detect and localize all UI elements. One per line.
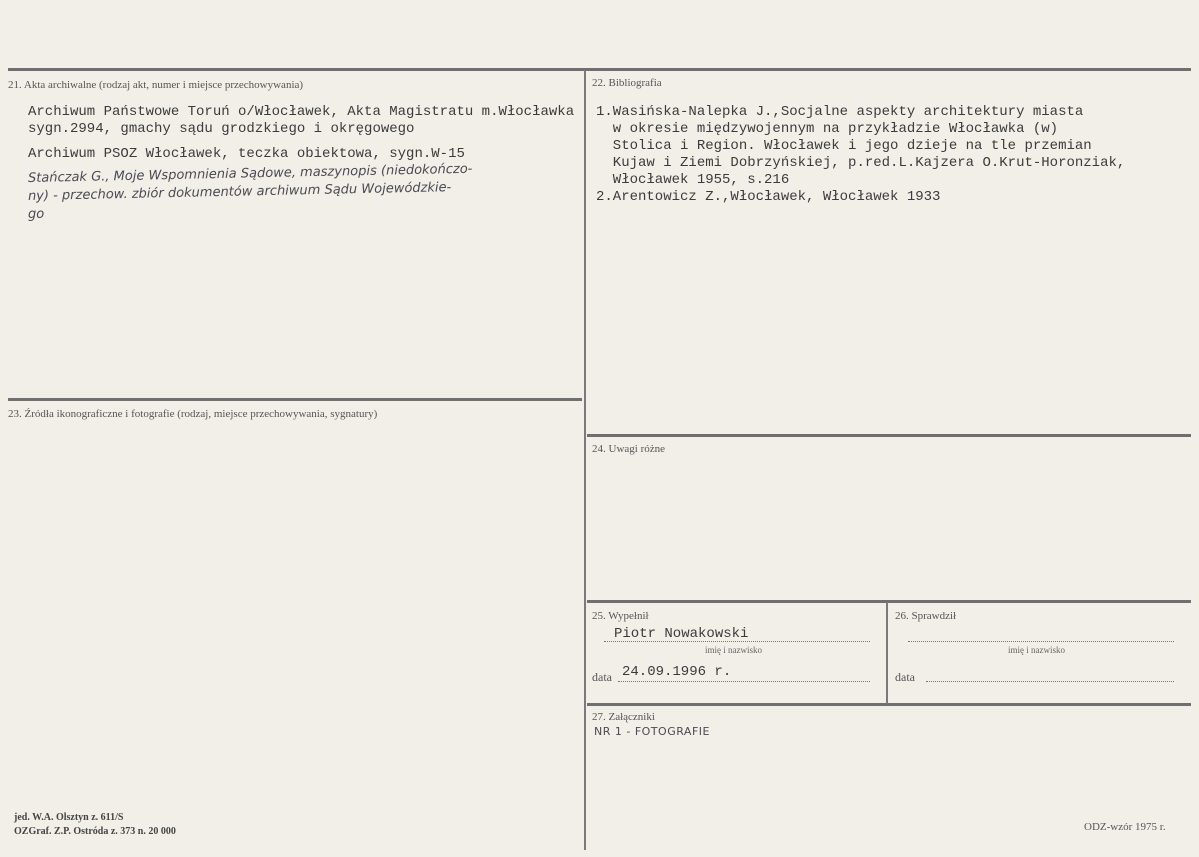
bibliography-line-1: 1.Wasińska-Nalepka J.,Socjalne aspekty architektury miasta (596, 104, 1084, 120)
checked-by-date-label: data (895, 670, 915, 684)
attachments-handwritten: NR 1 - FOTOGRAFIE (594, 725, 710, 738)
bibliography-line-6: 2.Arentowicz Z.,Włocławek, Włocławek 1933 (596, 189, 941, 205)
archive-line-1: Archiwum Państwowe Toruń o/Włocławek, Akta Magistratu m.Włocławka (28, 104, 575, 120)
section-25-label: 25. Wypełnił (592, 610, 649, 622)
print-line-2: OZGraf. Z.P. Ostróda z. 373 n. 20 000 (14, 826, 176, 837)
rule-25-27 (587, 703, 1191, 706)
section-26-label: 26. Sprawdził (895, 610, 957, 622)
section-24-label: 24. Uwagi różne (592, 443, 666, 455)
section-22-label: 22. Bibliografia (592, 77, 662, 89)
print-line-1: jed. W.A. Olsztyn z. 611/S (14, 812, 124, 823)
form-id: ODZ-wzór 1975 r. (1084, 821, 1166, 833)
bibliography-line-4: Kujaw i Ziemi Dobrzyńskiej, p.red.L.Kajzera O.Krut-Horonziak, (596, 155, 1126, 171)
bibliography-line-5: Włocławek 1955, s.216 (596, 172, 790, 188)
filled-by-name-caption: imię i nazwisko (705, 645, 762, 655)
center-divider (584, 70, 586, 850)
handwritten-line-3: go (28, 207, 45, 222)
archive-line-3: Archiwum PSOZ Włocławek, teczka obiektowa, sygn.W-15 (28, 146, 465, 162)
filled-by-date: 24.09.1996 r. (622, 664, 732, 680)
checked-by-name-line (908, 641, 1174, 642)
bibliography-line-2: w okresie międzywojennym na przykładzie Włocławka (w) (596, 121, 1059, 137)
top-rule (8, 68, 1191, 71)
filled-by-date-label: data (592, 670, 612, 684)
rule-22-24 (587, 434, 1191, 437)
divider-25-26 (886, 602, 888, 704)
handwritten-line-1: Stańczak G., Moje Wspomnienia Sądowe, maszynopis (niedokończo- (27, 161, 473, 186)
section-23-label: 23. Źródła ikonograficzne i fotografie (rodzaj, miejsce przechowywania, sygnatury) (8, 408, 378, 420)
section-21-label: 21. Akta archiwalne (rodzaj akt, numer i miejsce przechowywania) (8, 79, 304, 91)
rule-24-25 (587, 600, 1191, 603)
handwritten-line-2: ny) - przechow. zbiór dokumentów archiwum Sądu Wojewódzkie- (27, 180, 452, 204)
checked-by-name-caption: imię i nazwisko (1008, 645, 1065, 655)
bibliography-line-3: Stolica i Region. Włocławek i jego dzieje na tle przemian (596, 138, 1092, 154)
rule-21-23 (8, 398, 582, 401)
filled-by-date-line (618, 681, 870, 682)
filled-by-name: Piotr Nowakowski (614, 626, 749, 642)
filled-by-name-line (604, 641, 870, 642)
archive-line-2: sygn.2994, gmachy sądu grodzkiego i okręgowego (28, 121, 415, 137)
section-27-label: 27. Załączniki (592, 711, 655, 723)
checked-by-date-line (926, 681, 1174, 682)
